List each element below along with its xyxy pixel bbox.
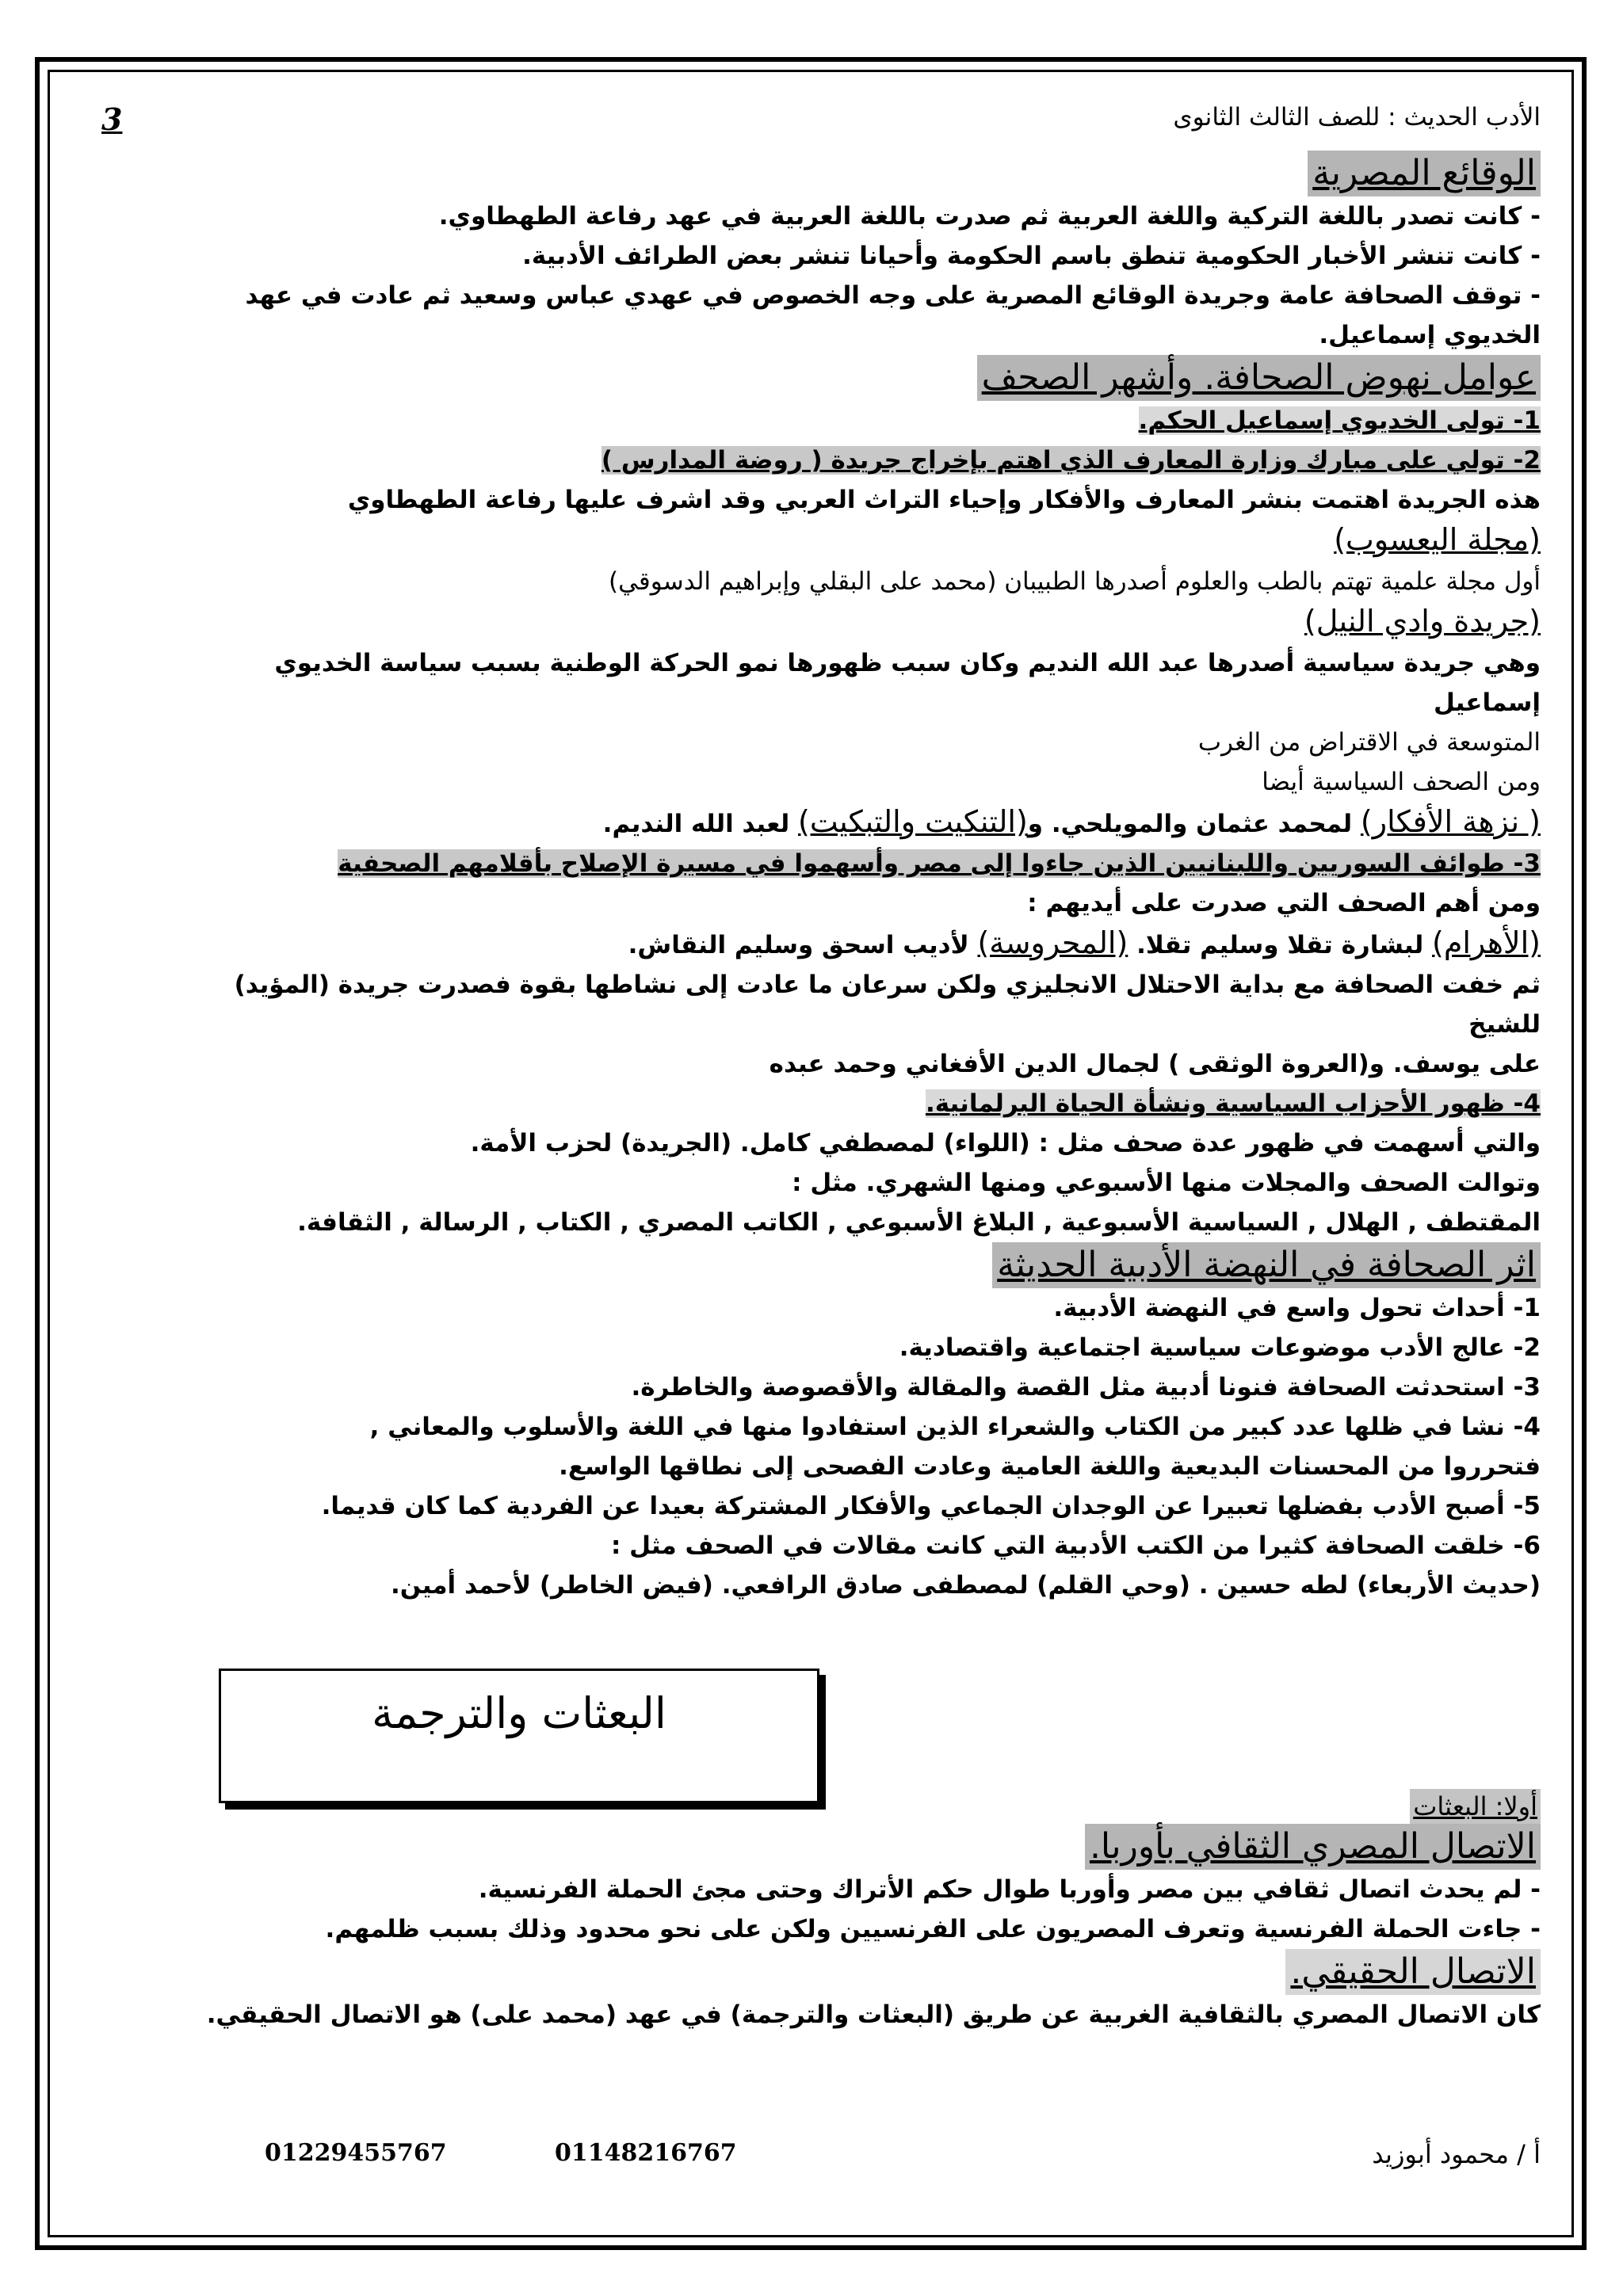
nuzha-line: ( نزهة الأفكار) لمحمد عثمان والمويلحي. و(التنكيت والتبكيت) لعبد الله النديم. — [602, 804, 1541, 839]
yasoob-title: (مجلة اليعسوب) — [1334, 522, 1541, 557]
decline-line-2: على يوسف. و(العروة الوثقى ) لجمال الدين الأفغاني وحمد عبده — [769, 1050, 1541, 1078]
nuzha-title: ( نزهة الأفكار) — [1360, 804, 1541, 839]
section-factors-heading: عوامل نهوض الصحافة. وأشهر الصحف — [189, 355, 1541, 401]
main-content — [189, 151, 1541, 1605]
factor-2: 2- تولي على مبارك وزارة المعارف الذي اهتم بإخراج جريدة ( روضة المدارس ) — [601, 446, 1541, 475]
phone-number-2: 01229455767 — [265, 2139, 447, 2167]
impact-item-3: 3- استحدثت الصحافة فنونا أدبية مثل القصة والمقالة والأقصوصة والخاطرة. — [631, 1373, 1541, 1402]
contact-europe-heading: الاتصال المصري الثقافي بأوربا. — [189, 1824, 1541, 1870]
nile-desc-1: وهي جريدة سياسية أصدرها عبد الله النديم وكان سبب ظهورها نمو الحركة الوطنية بسبب سياسة الخديوي إسماعيل — [274, 649, 1541, 717]
decline-line-1: ثم خفت الصحافة مع بداية الاحتلال الانجليزي ولكن سرعان ما عادت إلى نشاطها بقوة فصدرت جريدة (المؤيد) للشيخ — [234, 971, 1541, 1039]
waqaie-line-1: - كانت تصدر باللغة التركية واللغة العربية ثم صدرت باللغة العربية في عهد رفاعة الطهطاوي. — [438, 202, 1541, 231]
impact-item-4-cont: فتحرروا من المحسنات البديعية واللغة العامية وعادت الفصحى إلى نطاقها الواسع. — [559, 1452, 1541, 1481]
factor-4-line-1: والتي أسهمت في ظهور عدة صحف مثل : (اللواء) لمصطفي كامل. (الجريدة) لحزب الأمة. — [470, 1129, 1541, 1158]
factor-1: 1- تولى الخديوي إسماعيل الحكم. — [1138, 406, 1541, 435]
real-contact-line: كان الاتصال المصري بالثقافية الغربية عن طريق (البعثات والترجمة) في عهد (محمد على) هو الاتصال الحقيقي. — [206, 2000, 1541, 2029]
factor-3-intro: ومن أهم الصحف التي صدرت على أيديهم : — [1027, 889, 1541, 917]
missions-translation-box — [219, 1669, 819, 1803]
phone-number-1: 01148216767 — [555, 2139, 737, 2167]
contact-line-2: - جاءت الحملة الفرنسية وتعرف المصريون على الفرنسيين ولكن على نحو محدود وذلك بسبب ظلمهم. — [325, 1915, 1541, 1943]
nile-title: (جريدة وادي النيل) — [1304, 604, 1541, 639]
ahram-title: (الأهرام) — [1432, 925, 1541, 960]
factor-4-line-2: وتوالت الصحف والمجلات منها الأسبوعي ومنها الشهري. مثل : — [792, 1169, 1541, 1197]
missions-content — [189, 1789, 1541, 2035]
contact-line-1: - لم يحدث اتصال ثقافي بين مصر وأوربا طوال حكم الأتراك وحتى مجئ الحملة الفرنسية. — [478, 1875, 1541, 1904]
tankeet-title: (التنكيت والتبكيت) — [798, 804, 1028, 839]
impact-item-1: 1- أحداث تحول واسع في النهضة الأدبية. — [1053, 1294, 1541, 1322]
yasoob-desc: أول مجلة علمية تهتم بالطب والعلوم أصدرها الطبيبان (محمد على البقلي وإبراهيم الدسوقي) — [608, 567, 1541, 596]
box-title: البعثات والترجمة — [372, 1688, 666, 1738]
impact-item-4: 4- نشا في ظلها عدد كبير من الكتاب والشعراء الذين استفادوا منها في اللغة والأسلوب والمعاني , — [369, 1413, 1541, 1441]
impact-item-2: 2- عالج الأدب موضوعات سياسية اجتماعية واقتصادية. — [899, 1333, 1541, 1362]
waqaie-line-2: - كانت تنشر الأخبار الحكومية تنطق باسم الحكومة وأحيانا تنشر بعض الطرائف الأدبية. — [522, 242, 1541, 270]
author-name: أ / محمود أبوزيد — [1372, 2139, 1541, 2169]
factor-4: 4- ظهور الأحزاب السياسية ونشأة الحياة البرلمانية. — [925, 1089, 1541, 1118]
mahrousa-title: (المحروسة) — [977, 925, 1128, 960]
factor-4-line-3: المقتطف , الهلال , السياسية الأسبوعية , البلاغ الأسبوعي , الكاتب المصري , الكتاب , الرسالة , الثقافة. — [297, 1208, 1541, 1237]
impact-item-6: 6- خلقت الصحافة كثيرا من الكتب الأدبية التي كانت مقالات في الصحف مثل : — [610, 1531, 1541, 1560]
section-impact-heading: اثر الصحافة في النهضة الأدبية الحديثة — [189, 1242, 1541, 1288]
nile-desc-2: المتوسعة في الاقتراض من الغرب — [1197, 728, 1541, 757]
real-contact-heading: الاتصال الحقيقي. — [189, 1949, 1541, 1995]
waqaie-line-3: - توقف الصحافة عامة وجريدة الوقائع المصرية على وجه الخصوص في عهدي عباس وسعيد ثم عادت في عهد — [245, 281, 1541, 310]
section-waqaie-heading: الوقائع المصرية — [189, 151, 1541, 196]
impact-item-5: 5- أصبح الأدب بفضلها تعبيرا عن الوجدان الجماعي والأفكار المشتركة بعيدا عن الفردية كما كان قديما. — [321, 1492, 1541, 1520]
political-intro: ومن الصحف السياسية أيضا — [1262, 768, 1541, 796]
page-number: 3 — [101, 101, 123, 137]
impact-item-6-examples: (حديث الأربعاء) لطه حسين . (وحي القلم) لمصطفى صادق الرافعي. (فيض الخاطر) لأحمد أمين. — [391, 1571, 1541, 1600]
missions-sub-heading: أولا: البعثات — [189, 1789, 1541, 1824]
factor-2-desc: هذه الجريدة اهتمت بنشر المعارف والأفكار وإحياء التراث العربي وقد اشرف عليها رفاعة الطهطاوي — [347, 486, 1541, 514]
factor-3: 3- طوائف السوريين واللبنانيين الذين جاءوا إلى مصر وأسهموا في مسيرة الإصلاح بأقلامهم الصحفية — [338, 849, 1541, 878]
waqaie-line-4: الخديوي إسماعيل. — [1319, 321, 1541, 349]
header-title: الأدب الحديث : للصف الثالث الثانوى — [1173, 103, 1541, 132]
ahram-line: (الأهرام) لبشارة تقلا وسليم تقلا. (المحروسة) لأديب اسحق وسليم النقاش. — [628, 925, 1541, 960]
